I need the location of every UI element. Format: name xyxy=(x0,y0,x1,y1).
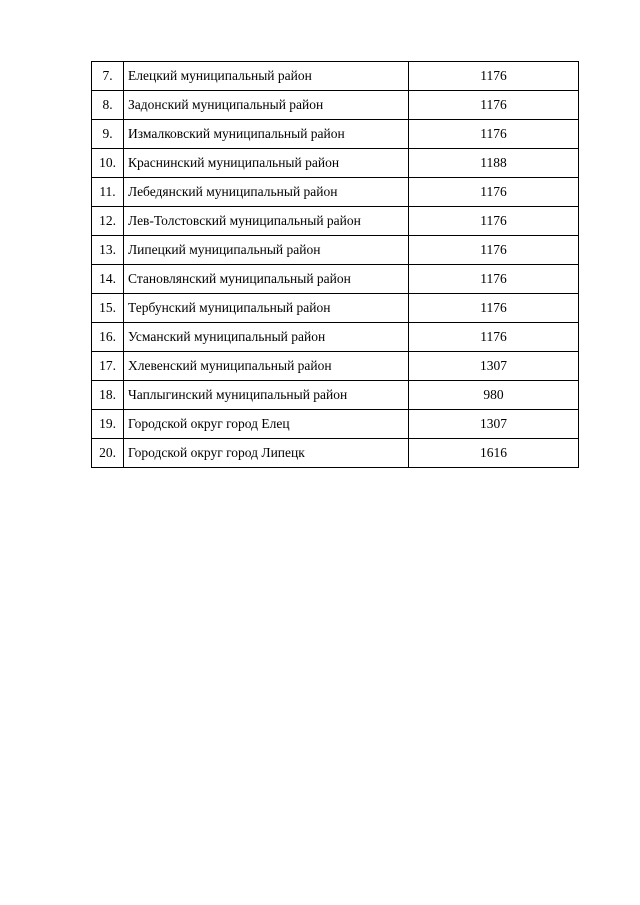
row-number-cell: 14. xyxy=(92,265,124,294)
value-cell: 1176 xyxy=(409,62,579,91)
district-name-cell: Лев-Толстовский муниципальный район xyxy=(124,207,409,236)
row-number-cell: 18. xyxy=(92,381,124,410)
district-name-cell: Становлянский муниципальный район xyxy=(124,265,409,294)
table-row xyxy=(92,207,579,236)
district-name-cell: Лебедянский муниципальный район xyxy=(124,178,409,207)
table-row xyxy=(92,178,579,207)
row-number-cell: 19. xyxy=(92,410,124,439)
value-cell: 1616 xyxy=(409,439,579,468)
table-row xyxy=(92,265,579,294)
table-row xyxy=(92,352,579,381)
value-cell: 1176 xyxy=(409,265,579,294)
value-cell: 1176 xyxy=(409,207,579,236)
row-number-cell: 16. xyxy=(92,323,124,352)
district-name-cell: Городской округ город Липецк xyxy=(124,439,409,468)
value-cell: 1176 xyxy=(409,323,579,352)
row-number-cell: 20. xyxy=(92,439,124,468)
district-name-cell: Краснинский муниципальный район xyxy=(124,149,409,178)
district-name-cell: Тербунский муниципальный район xyxy=(124,294,409,323)
value-cell: 1176 xyxy=(409,178,579,207)
table-row xyxy=(92,381,579,410)
table-row xyxy=(92,323,579,352)
district-name-cell: Измалковский муниципальный район xyxy=(124,120,409,149)
row-number-cell: 11. xyxy=(92,178,124,207)
district-values-table xyxy=(91,61,579,468)
value-cell: 1176 xyxy=(409,236,579,265)
row-number-cell: 10. xyxy=(92,149,124,178)
district-name-cell: Задонский муниципальный район xyxy=(124,91,409,120)
table-row xyxy=(92,120,579,149)
district-name-cell: Липецкий муниципальный район xyxy=(124,236,409,265)
row-number-cell: 17. xyxy=(92,352,124,381)
table-row xyxy=(92,410,579,439)
district-name-cell: Чаплыгинский муниципальный район xyxy=(124,381,409,410)
district-name-cell: Хлевенский муниципальный район xyxy=(124,352,409,381)
row-number-cell: 15. xyxy=(92,294,124,323)
table-row xyxy=(92,149,579,178)
table-row xyxy=(92,62,579,91)
value-cell: 1307 xyxy=(409,352,579,381)
district-name-cell: Елецкий муниципальный район xyxy=(124,62,409,91)
row-number-cell: 13. xyxy=(92,236,124,265)
row-number-cell: 7. xyxy=(92,62,124,91)
value-cell: 1176 xyxy=(409,120,579,149)
district-name-cell: Усманский муниципальный район xyxy=(124,323,409,352)
district-name-cell: Городской округ город Елец xyxy=(124,410,409,439)
row-number-cell: 8. xyxy=(92,91,124,120)
row-number-cell: 12. xyxy=(92,207,124,236)
table-row xyxy=(92,439,579,468)
value-cell: 1307 xyxy=(409,410,579,439)
table-row xyxy=(92,294,579,323)
table-row xyxy=(92,91,579,120)
value-cell: 1176 xyxy=(409,91,579,120)
table-row xyxy=(92,236,579,265)
value-cell: 1176 xyxy=(409,294,579,323)
row-number-cell: 9. xyxy=(92,120,124,149)
value-cell: 1188 xyxy=(409,149,579,178)
value-cell: 980 xyxy=(409,381,579,410)
